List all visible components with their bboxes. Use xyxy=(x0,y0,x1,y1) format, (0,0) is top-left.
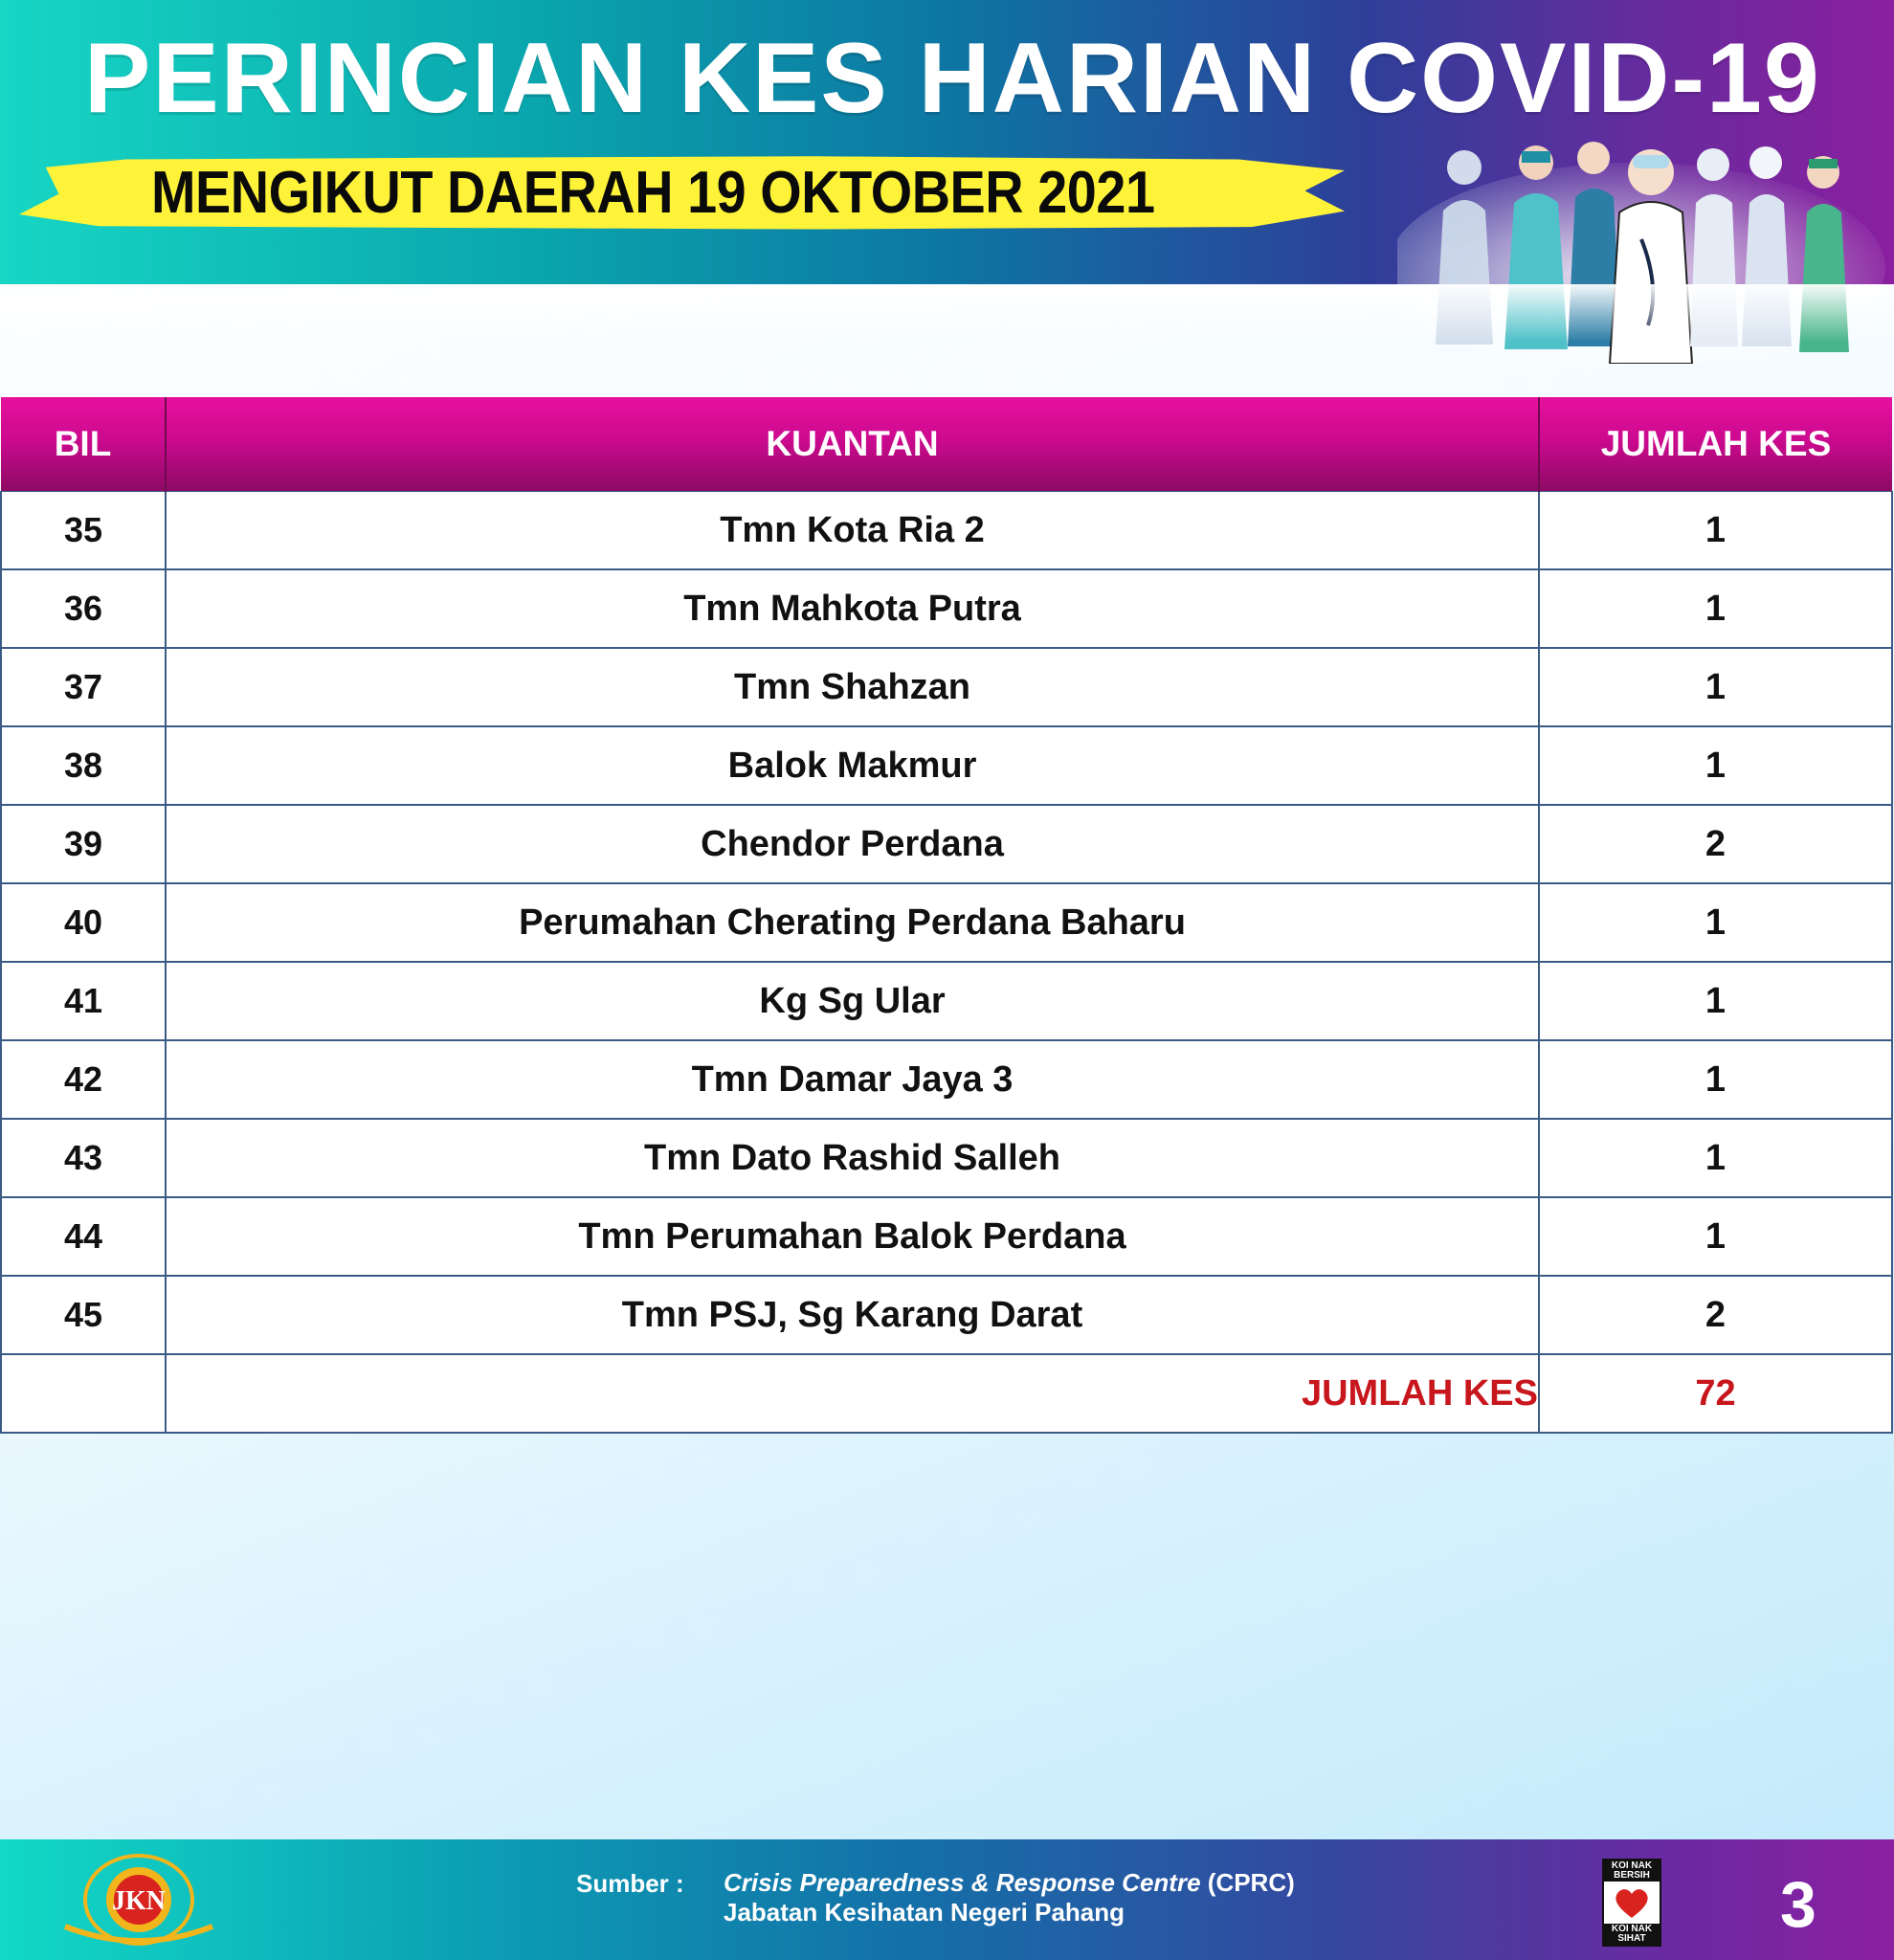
row-number: 41 xyxy=(1,962,166,1040)
row-cases: 1 xyxy=(1539,1040,1892,1119)
row-location: Tmn Kota Ria 2 xyxy=(166,492,1539,570)
row-number: 45 xyxy=(1,1276,166,1354)
row-number: 42 xyxy=(1,1040,166,1119)
heart-icon xyxy=(1613,1885,1651,1920)
row-number: 37 xyxy=(1,648,166,726)
row-number: 43 xyxy=(1,1119,166,1197)
row-cases: 1 xyxy=(1539,569,1892,648)
table-row xyxy=(1,569,1892,648)
row-cases: 1 xyxy=(1539,883,1892,962)
page-number: 3 xyxy=(1780,1868,1816,1941)
table-row xyxy=(1,1040,1892,1119)
source-name xyxy=(724,1868,1295,1898)
row-location: Balok Makmur xyxy=(166,726,1539,805)
row-cases: 1 xyxy=(1539,1197,1892,1276)
table-row xyxy=(1,805,1892,883)
row-cases: 1 xyxy=(1539,726,1892,805)
jkn-logo xyxy=(57,1850,220,1950)
badge-top-text: KOI NAK BERSIH xyxy=(1604,1860,1660,1882)
header-fade xyxy=(0,284,1894,342)
row-location: Tmn Shahzan xyxy=(166,648,1539,726)
table-header-row xyxy=(1,397,1892,492)
table-row xyxy=(1,1276,1892,1354)
page-subtitle: MENGIKUT DAERAH 19 OKTOBER 2021 xyxy=(151,160,1155,226)
row-number: 38 xyxy=(1,726,166,805)
row-cases: 1 xyxy=(1539,492,1892,570)
row-location: Tmn Mahkota Putra xyxy=(166,569,1539,648)
table-row xyxy=(1,726,1892,805)
column-header-cases: JUMLAH KES xyxy=(1539,397,1892,492)
source-abbr: (CPRC) xyxy=(1207,1868,1295,1897)
row-number: 40 xyxy=(1,883,166,962)
table-row xyxy=(1,648,1892,726)
table-row xyxy=(1,883,1892,962)
total-label: JUMLAH KES xyxy=(166,1354,1539,1433)
badge-bottom-text: KOI NAK SIHAT xyxy=(1604,1924,1660,1945)
row-location: Kg Sg Ular xyxy=(166,962,1539,1040)
row-location: Perumahan Cherating Perdana Baharu xyxy=(166,883,1539,962)
table-row xyxy=(1,1197,1892,1276)
table-row xyxy=(1,962,1892,1040)
row-location: Tmn Perumahan Balok Perdana xyxy=(166,1197,1539,1276)
row-location: Tmn PSJ, Sg Karang Darat xyxy=(166,1276,1539,1354)
source-org: Jabatan Kesihatan Negeri Pahang xyxy=(724,1898,1125,1927)
row-cases: 1 xyxy=(1539,1119,1892,1197)
row-cases: 2 xyxy=(1539,805,1892,883)
row-location: Chendor Perdana xyxy=(166,805,1539,883)
total-empty-cell xyxy=(1,1354,166,1433)
row-cases: 2 xyxy=(1539,1276,1892,1354)
page-title: PERINCIAN KES HARIAN COVID-19 xyxy=(84,23,1821,134)
row-cases: 1 xyxy=(1539,648,1892,726)
row-number: 44 xyxy=(1,1197,166,1276)
row-number: 35 xyxy=(1,492,166,570)
row-location: Tmn Damar Jaya 3 xyxy=(166,1040,1539,1119)
table-row xyxy=(1,1119,1892,1197)
column-header-district: KUANTAN xyxy=(166,397,1539,492)
source-name-text: Crisis Preparedness & Response Centre xyxy=(724,1868,1201,1897)
total-value: 72 xyxy=(1539,1354,1892,1433)
source-label: Sumber : xyxy=(576,1869,684,1898)
koi-nak-bersih-badge xyxy=(1602,1859,1661,1947)
cases-table xyxy=(0,397,1891,1434)
logo-text: JKN xyxy=(112,1886,166,1916)
row-location: Tmn Dato Rashid Salleh xyxy=(166,1119,1539,1197)
table-total-row xyxy=(1,1354,1892,1433)
column-header-bil: BIL xyxy=(1,397,166,492)
row-number: 36 xyxy=(1,569,166,648)
row-number: 39 xyxy=(1,805,166,883)
table-row xyxy=(1,492,1892,570)
row-cases: 1 xyxy=(1539,962,1892,1040)
